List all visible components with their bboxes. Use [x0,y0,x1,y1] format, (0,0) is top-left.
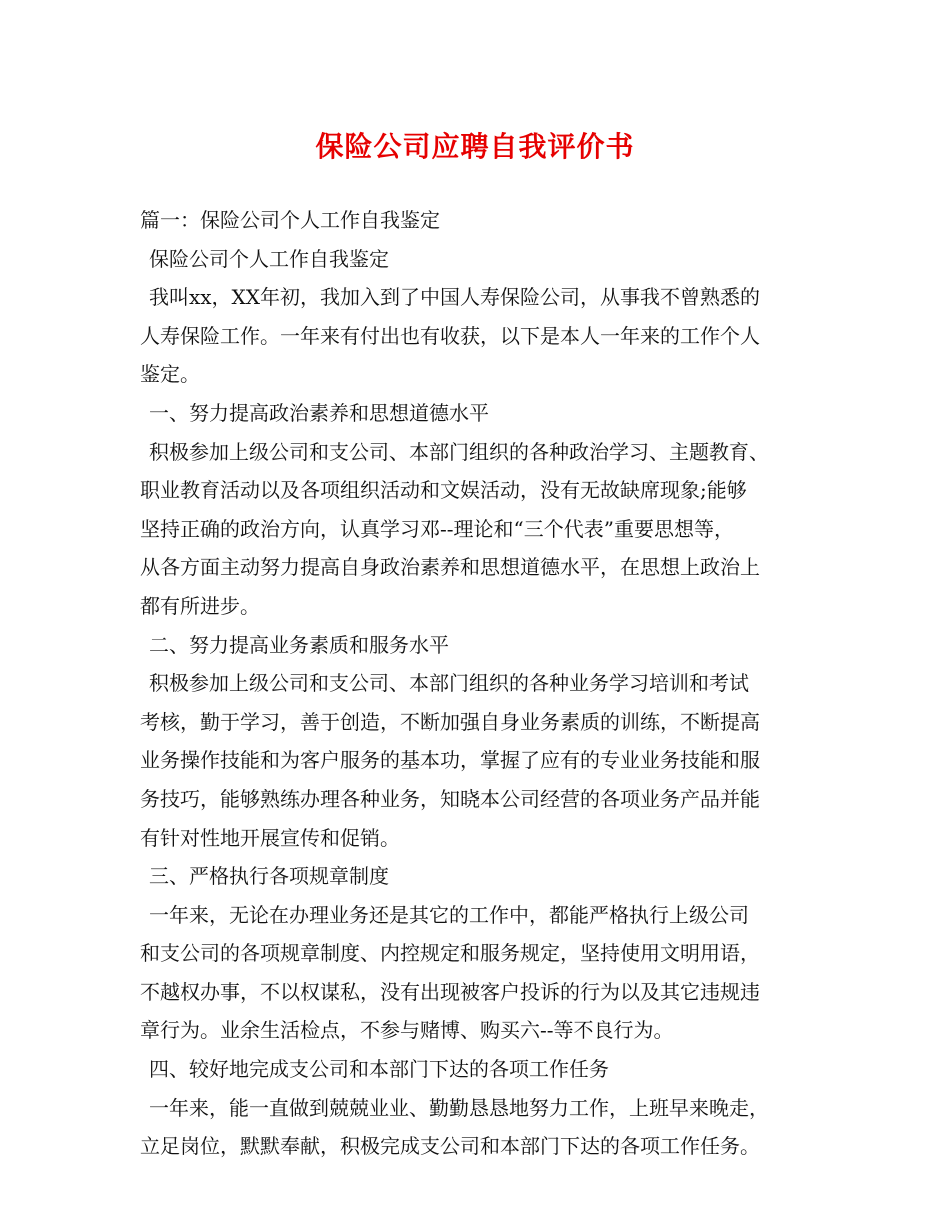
paragraph-line: 考核，勤于学习，善于创造，不断加强自身业务素质的训练，不断提高 [140,709,760,734]
paragraph-line: 坚持正确的政治方向，认真学习邓--理论和“三个代表”重要思想等， [140,516,734,541]
section-heading-part1: 篇一：保险公司个人工作自我鉴定 [140,208,440,232]
section-heading: 二、努力提高业务素质和服务水平 [149,632,449,657]
paragraph-line: 积极参加上级公司和支公司、本部门组织的各种业务学习培训和考试 [149,671,749,696]
subtitle: 保险公司个人工作自我鉴定 [149,246,389,271]
paragraph-line: 立足岗位，默默奉献，积极完成支公司和本部门下达的各项工作任务。 [140,1134,760,1159]
paragraph-line: 一年来，无论在办理业务还是其它的工作中，都能严格执行上级公司 [149,902,749,927]
document-title: 保险公司应聘自我评价书 [315,130,635,163]
section-heading: 四、较好地完成支公司和本部门下达的各项工作任务 [149,1057,609,1082]
paragraph-line: 我叫xx，XX年初，我加入到了中国人寿保险公司，从事我不曾熟悉的 [149,285,761,310]
paragraph-line: 和支公司的各项规章制度、内控规定和服务规定，坚持使用文明用语， [140,941,760,966]
paragraph-line: 鉴定。 [140,362,200,387]
paragraph-line: 积极参加上级公司和支公司、本部门组织的各种政治学习、主题教育、 [149,439,769,464]
paragraph-line: 业务操作技能和为客户服务的基本功，掌握了应有的专业业务技能和服 [140,748,760,773]
section-heading: 一、努力提高政治素养和思想道德水平 [149,400,489,425]
paragraph-line: 人寿保险工作。一年来有付出也有收获，以下是本人一年来的工作个人 [140,323,760,348]
paragraph-line: 一年来，能一直做到兢兢业业、勤勤恳恳地努力工作，上班早来晚走， [149,1095,769,1120]
paragraph-line: 都有所进步。 [140,593,260,618]
paragraph-line: 从各方面主动努力提高自身政治素养和思想道德水平，在思想上政治上 [140,555,760,580]
paragraph-line: 职业教育活动以及各项组织活动和文娱活动，没有无故缺席现象;能够 [140,478,747,503]
paragraph-line: 有针对性地开展宣传和促销。 [140,825,400,850]
document-body [140,201,830,1166]
paragraph-line: 务技巧，能够熟练办理各种业务，知晓本公司经营的各项业务产品并能 [140,786,760,811]
paragraph-line: 章行为。业余生活检点，不参与赌博、购买六--等不良行为。 [140,1018,674,1043]
section-heading: 三、严格执行各项规章制度 [149,864,389,889]
paragraph-line: 不越权办事，不以权谋私，没有出现被客户投诉的行为以及其它违规违 [140,979,760,1004]
